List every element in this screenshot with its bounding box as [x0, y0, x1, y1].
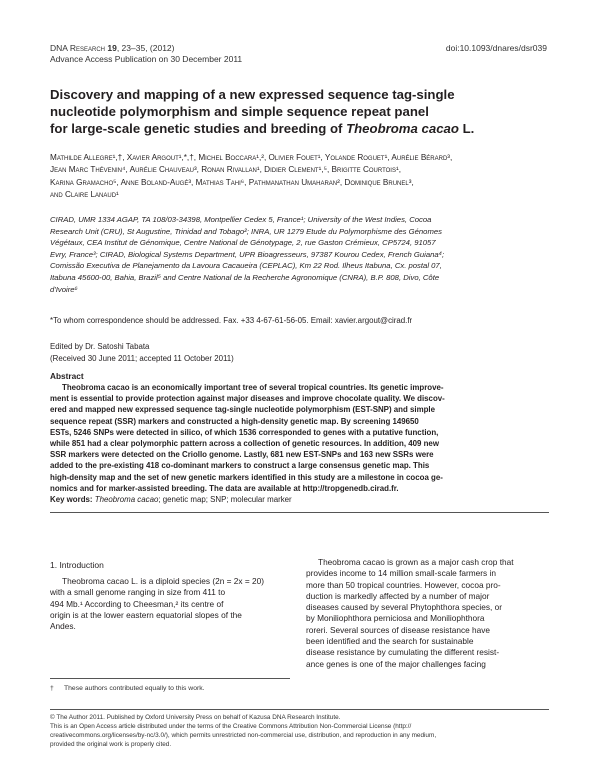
- footnote-text: These authors contributed equally to this work.: [64, 685, 205, 692]
- intro-line: ance genes is one of the major challenges facing: [306, 658, 486, 669]
- intro-line: been identified and the search for sustainable: [306, 636, 474, 647]
- received-accepted-dates: (Received 30 June 2011; accepted 11 October 2011): [50, 353, 234, 363]
- author-line: Mathilde Allegre¹,†, Xavier Argout¹,*,†, Michel Boccara¹,², Olivier Fouet¹, Yolande Roguet¹, Aurélie Bérard³,: [50, 153, 453, 162]
- copyright-line: This is an Open Access article distributed under the terms of the Creative Commons Attribution Non-Commercial License (http://: [50, 722, 412, 730]
- abstract-line: SSR markers were detected on the Criollo genome. Lastly, 681 new EST-SNPs and 163 new SSRs were: [50, 450, 434, 460]
- abstract-line: while 851 had a clear polymorphic pattern across a collection of genetic resources. In addition, 409 new: [50, 439, 439, 449]
- affiliation-line: Itabuna 45600-00, Bahia, Brazil⁵ and Centre National de la Recherche Agronomique (CNRA), B.P. 808, Divo, Côte: [50, 272, 440, 282]
- author-line: and Claire Lanaud¹: [50, 190, 119, 200]
- affiliation-line: CIRAD, UMR 1334 AGAP, TA 108/03-34398, Montpellier Cedex 5, France¹; University of the West Indies, Cocoa: [50, 215, 432, 224]
- intro-line: Andes.: [50, 621, 76, 632]
- keywords-list: ; genetic map; SNP; molecular marker: [158, 495, 292, 504]
- copyright-line: provided the original work is properly cited.: [50, 740, 172, 748]
- intro-line: origin is at the lower eastern equatorial slopes of the: [50, 609, 242, 620]
- title-line-2: nucleotide polymorphism and simple sequence repeat panel: [50, 104, 429, 119]
- intro-left-column: [50, 576, 290, 632]
- doi-text[interactable]: doi:10.1093/dnares/dsr039: [445, 43, 547, 53]
- edited-by: Edited by Dr. Satoshi Tabata: [50, 342, 150, 351]
- intro-line: by Moniliophthora perniciosa and Moniliophthora: [306, 613, 485, 624]
- title-line-3: [50, 120, 550, 137]
- abstract-line: high-density map and the set of new genetic markers identified in this study are a milestone in cocoa ge-: [50, 472, 443, 482]
- intro-line: more than 50 tropical countries. However, cocoa pro-: [306, 579, 501, 590]
- abstract-line: ment is essential to provide protection against major diseases and improve chocolate quality. We discov-: [50, 394, 445, 404]
- abstract-line: Theobroma cacao is an economically important tree of several tropical countries. Its genetic improve-: [62, 383, 444, 392]
- author-line: Jean Marc Thévenin⁴, Aurélie Chauveau³, Ronan Rivallan¹, Didier Clement¹,⁵, Brigitte Courtois¹,: [50, 165, 401, 175]
- affiliation-line: Evry, France³; CIRAD, Biological Systems Department, UPR Bioagresseurs, 97387 Kourou Cedex, French Guiana⁴;: [50, 249, 445, 259]
- intro-line: Theobroma cacao is grown as a major cash crop that: [318, 557, 514, 567]
- intro-line: provides income to 14 million small-scale farmers in: [306, 568, 496, 579]
- keywords-species: Theobroma cacao: [94, 495, 159, 504]
- journal-volume: 19: [107, 43, 117, 53]
- affiliations: [50, 214, 550, 295]
- advance-access-note: Advance Access Publication on 30 December 2011: [50, 54, 243, 64]
- correspondence-note: *To whom correspondence should be addressed. Fax. +33 4-67-61-56-05. Email: xavier.argout@cirad.fr: [50, 316, 413, 325]
- author-list: [50, 152, 550, 202]
- copyright-line: © The Author 2011. Published by Oxford University Press on behalf of Kazusa DNA Research Institute.: [50, 714, 341, 721]
- keywords-label: Key words:: [50, 495, 93, 504]
- title-line-1: Discovery and mapping of a new expressed sequence tag-single: [50, 87, 455, 102]
- footnote-mark: †: [50, 685, 54, 692]
- intro-line: with a small genome ranging in size from 411 to: [50, 587, 226, 598]
- intro-line: roreri. Several sources of disease resistance have: [306, 624, 491, 635]
- intro-line: 494 Mb.¹ According to Cheesman,² its centre of: [50, 598, 224, 609]
- footnote: [50, 685, 290, 692]
- affiliation-line: Comissão Executiva de Planejamento da Lavoura Cacaueira (CEPLAC), Km 22 Rod. Ilheus Itabuna, Cx. postal 07,: [50, 261, 442, 271]
- intro-line: disease resistance by cumulating the different resist-: [306, 647, 500, 658]
- abstract-divider: [50, 512, 549, 513]
- abstract-line: ESTs, 5246 SNPs were detected in silico, of which 1536 corresponded to genes with a putative function,: [50, 427, 439, 437]
- abstract-line: sequence repeat (SSR) markers and constructed a high-density genetic map. By screening 149650: [50, 416, 419, 426]
- affiliation-line: Research Unit (CRU), St Augustine, Trinidad and Tobago²; INRA, UR 1279 Etude du Polymorphisme des Génomes: [50, 226, 442, 236]
- journal-header: [50, 43, 242, 65]
- title-species: Theobroma cacao: [346, 121, 459, 136]
- section-heading-introduction: 1. Introduction: [50, 560, 104, 570]
- abstract-body: [50, 382, 548, 494]
- journal-pages: , 23–35, (2012): [116, 43, 175, 53]
- title-line-3-suffix: L.: [458, 121, 475, 136]
- affiliation-line: Végétaux, CEA Institut de Génomique, Centre National de Génotypage, 2, rue Gaston Crémieux, CP5724, 91057: [50, 238, 436, 248]
- keywords: [50, 495, 292, 504]
- footnote-divider: [50, 678, 290, 679]
- article-title: [50, 86, 550, 137]
- copyright-line: creativecommons.org/licenses/by-nc/3.0/), which permits unrestricted non-commercial use, distribution, and reproduction in any medium,: [50, 731, 437, 739]
- journal-citation: [50, 43, 242, 54]
- intro-right-column: [306, 557, 550, 670]
- abstract-line: ered and mapped new expressed sequence tag-single nucleotide polymorphism (EST-SNP) and simple: [50, 405, 435, 415]
- intro-line: duction is markedly affected by a number of major: [306, 590, 490, 601]
- author-line: Karina Gramacho⁵, Anne Boland-Augé³, Mathias Tahi⁶, Pathmanathan Umaharan², Dominique Brunel³,: [50, 177, 414, 187]
- intro-line: diseases caused by several Phytophthora species, or: [306, 602, 503, 613]
- copyright-notice: [50, 714, 549, 750]
- abstract-heading: Abstract: [50, 371, 84, 381]
- affiliation-line: d'Ivoire⁶: [50, 284, 78, 294]
- abstract-line: added to the pre-existing 418 co-dominant markers to construct a large consensus genetic map. This: [50, 461, 430, 471]
- intro-line: Theobroma cacao L. is a diploid species (2n = 2x = 20): [62, 576, 265, 586]
- abstract-line: nomics and for marker-assisted breeding. The data are available at http://tropgenedb.cirad.fr.: [50, 483, 399, 493]
- editorial-info: [50, 341, 550, 364]
- journal-name: DNA Research: [50, 43, 105, 53]
- title-line-3-prefix: for large-scale genetic studies and breeding of: [50, 121, 347, 136]
- copyright-divider: [50, 709, 549, 710]
